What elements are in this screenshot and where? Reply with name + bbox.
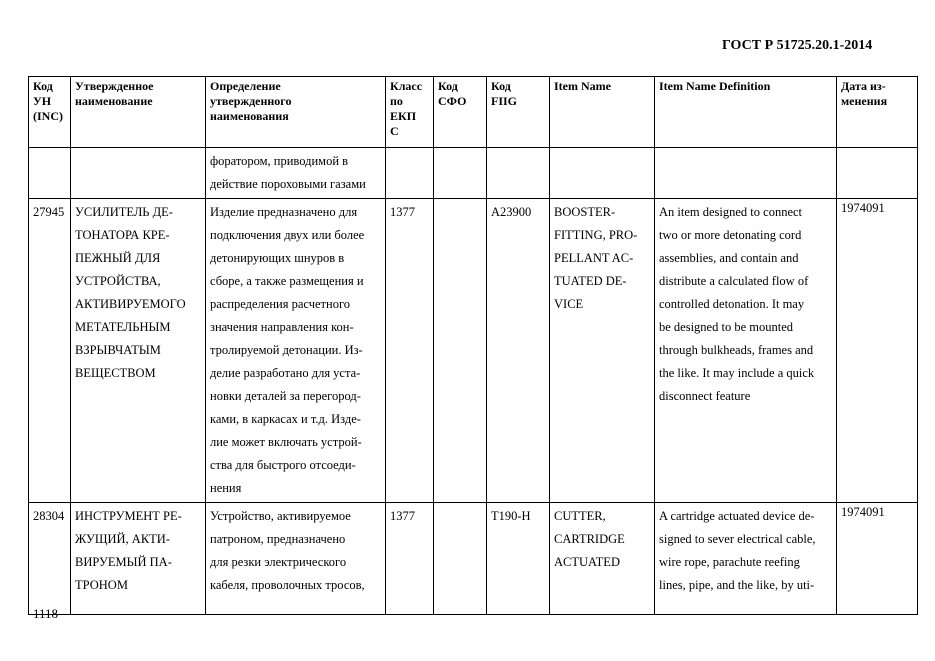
column-header-line: Дата из- [841, 79, 886, 93]
column-header-line: наименования [210, 109, 289, 123]
cell-value: 27945 [33, 205, 65, 219]
cell-line: VICE [554, 297, 584, 311]
cell-line: новки деталей за перегород- [210, 389, 361, 403]
item-definition-cell [655, 148, 837, 199]
column-header-line: ЕКП [390, 109, 417, 123]
cell-line: assemblies, and contain and [659, 251, 799, 265]
column-header-sfo [434, 77, 487, 148]
fiig-cell [487, 199, 550, 503]
column-header-item-def [655, 77, 837, 148]
column-header-line: по [390, 94, 403, 108]
cell-line: the like. It may include a quick [659, 366, 815, 380]
column-header-line: (INC) [33, 109, 63, 123]
cell-line: патроном, предназначено [210, 532, 346, 546]
cell-line: ВИРУЕМЫЙ ПА- [75, 555, 172, 569]
table-header-row [29, 77, 918, 148]
page-number: 1118 [33, 606, 59, 621]
column-header-line: менения [841, 94, 888, 108]
column-header-line: Код [33, 79, 53, 93]
column-header-line: Утвержденное [75, 79, 154, 93]
definition-cell [206, 199, 386, 503]
cell-line: АКТИВИРУЕМОГО [75, 297, 186, 311]
cell-line: lines, pipe, and the like, by uti- [659, 578, 815, 592]
item-name-cell [550, 503, 655, 615]
column-header-line: FIIG [491, 94, 518, 108]
column-header-line: УН [33, 94, 52, 108]
cell-line: controlled detonation. It may [659, 297, 805, 311]
cell-line: кабеля, проволочных тросов, [210, 578, 365, 592]
cell-line: PELLANT AC- [554, 251, 634, 265]
cell-line: тролируемой детонации. Из- [210, 343, 363, 357]
cell-line: нения [210, 481, 242, 495]
column-header-line: Item Name [554, 79, 611, 93]
cell-line: лие может включать устрой- [210, 435, 362, 449]
column-header-line: С [390, 124, 399, 138]
cell-line: ТРОНОМ [75, 578, 128, 592]
cell-line: ЖУЩИЙ, АКТИ- [75, 532, 170, 546]
cell-line: ТОНАТОРА КРЕ- [75, 228, 170, 242]
column-header-line: наименование [75, 94, 153, 108]
cell-line: two or more detonating cord [659, 228, 802, 242]
cell-line: значения направления кон- [210, 320, 354, 334]
cell-value: 1377 [390, 509, 415, 523]
cell-line: CUTTER, [554, 509, 606, 523]
cell-line: through bulkheads, frames and [659, 343, 814, 357]
cell-line: для резки электрического [210, 555, 347, 569]
cell-line: ПЕЖНЫЙ ДЛЯ [75, 251, 161, 265]
change-date-cell [837, 503, 918, 615]
approved-name-cell [71, 503, 206, 615]
cell-line: An item designed to connect [659, 205, 803, 219]
cell-line: сборе, а также размещения и [210, 274, 364, 288]
column-header-line: Item Name Definition [659, 79, 771, 93]
item-name-cell [550, 199, 655, 503]
class-cell [386, 503, 434, 615]
column-header-line: Код [438, 79, 458, 93]
cell-line: УСТРОЙСТВА, [75, 274, 161, 288]
cell-value: T190-H [491, 509, 531, 523]
cell-line: disconnect feature [659, 389, 751, 403]
inc-cell [29, 199, 71, 503]
cell-line: МЕТАТЕЛЬНЫМ [75, 320, 171, 334]
cell-value: 28304 [33, 509, 65, 523]
cell-line: Изделие предназначено для [210, 205, 358, 219]
definition-cell [206, 503, 386, 615]
cell-line: distribute a calculated flow of [659, 274, 809, 288]
cell-line: CARTRIDGE [554, 532, 625, 546]
fiig-cell [487, 503, 550, 615]
cell-line: УСИЛИТЕЛЬ ДЕ- [75, 205, 173, 219]
cell-line: signed to sever electrical cable, [659, 532, 816, 546]
item-definition-cell [655, 199, 837, 503]
cell-line: wire rope, parachute reefing [659, 555, 800, 569]
item-name-table [28, 76, 918, 615]
class-cell [386, 199, 434, 503]
cell-line: ИНСТРУМЕНТ РЕ- [75, 509, 182, 523]
cell-line: действие пороховыми газами [210, 177, 366, 191]
change-date-cell [837, 199, 918, 503]
inc-cell [29, 503, 71, 615]
column-header-class [386, 77, 434, 148]
cell-line: детонирующих шнуров в [210, 251, 345, 265]
cell-line: be designed to be mounted [659, 320, 793, 334]
column-header-line: утвержденного [210, 94, 292, 108]
column-header-date [837, 77, 918, 148]
cell-line: A cartridge actuated device de- [659, 509, 815, 523]
table-row [29, 148, 918, 199]
inc-cell [29, 148, 71, 199]
cell-line: распределения расчетного [210, 297, 351, 311]
approved-name-cell [71, 148, 206, 199]
table-row [29, 199, 918, 503]
cell-value: 1974091 [841, 201, 885, 215]
column-header-name [71, 77, 206, 148]
cell-line: BOOSTER- [554, 205, 616, 219]
cell-value: 1974091 [841, 505, 885, 519]
column-header-line: Класс [390, 79, 423, 93]
item-definition-cell [655, 503, 837, 615]
column-header-line: Определение [210, 79, 281, 93]
column-header-line: Код [491, 79, 511, 93]
cell-line: ства для быстрого отсоеди- [210, 458, 356, 472]
sfo-cell [434, 199, 487, 503]
cell-line: подключения двух или более [210, 228, 365, 242]
sfo-cell [434, 503, 487, 615]
column-header-item-name [550, 77, 655, 148]
cell-value: A23900 [491, 205, 532, 219]
cell-line: ВЕЩЕСТВОМ [75, 366, 156, 380]
document-code: ГОСТ Р 51725.20.1-2014 [722, 38, 873, 53]
fiig-cell [487, 148, 550, 199]
table-row [29, 503, 918, 615]
cell-line: делие разработано для уста- [210, 366, 361, 380]
class-cell [386, 148, 434, 199]
definition-cell [206, 148, 386, 199]
sfo-cell [434, 148, 487, 199]
cell-line: ACTUATED [554, 555, 620, 569]
column-header-line: СФО [438, 94, 467, 108]
column-header-definition [206, 77, 386, 148]
item-name-cell [550, 148, 655, 199]
cell-line: FITTING, PRO- [554, 228, 638, 242]
cell-value: 1377 [390, 205, 415, 219]
cell-line: ками, в каркасах и т.д. Изде- [210, 412, 361, 426]
cell-line: форатором, приводимой в [210, 154, 349, 168]
approved-name-cell [71, 199, 206, 503]
column-header-fiig [487, 77, 550, 148]
column-header-inc [29, 77, 71, 148]
cell-line: ВЗРЫВЧАТЫМ [75, 343, 161, 357]
change-date-cell [837, 148, 918, 199]
cell-line: Устройство, активируемое [210, 509, 351, 523]
cell-line: TUATED DE- [554, 274, 627, 288]
